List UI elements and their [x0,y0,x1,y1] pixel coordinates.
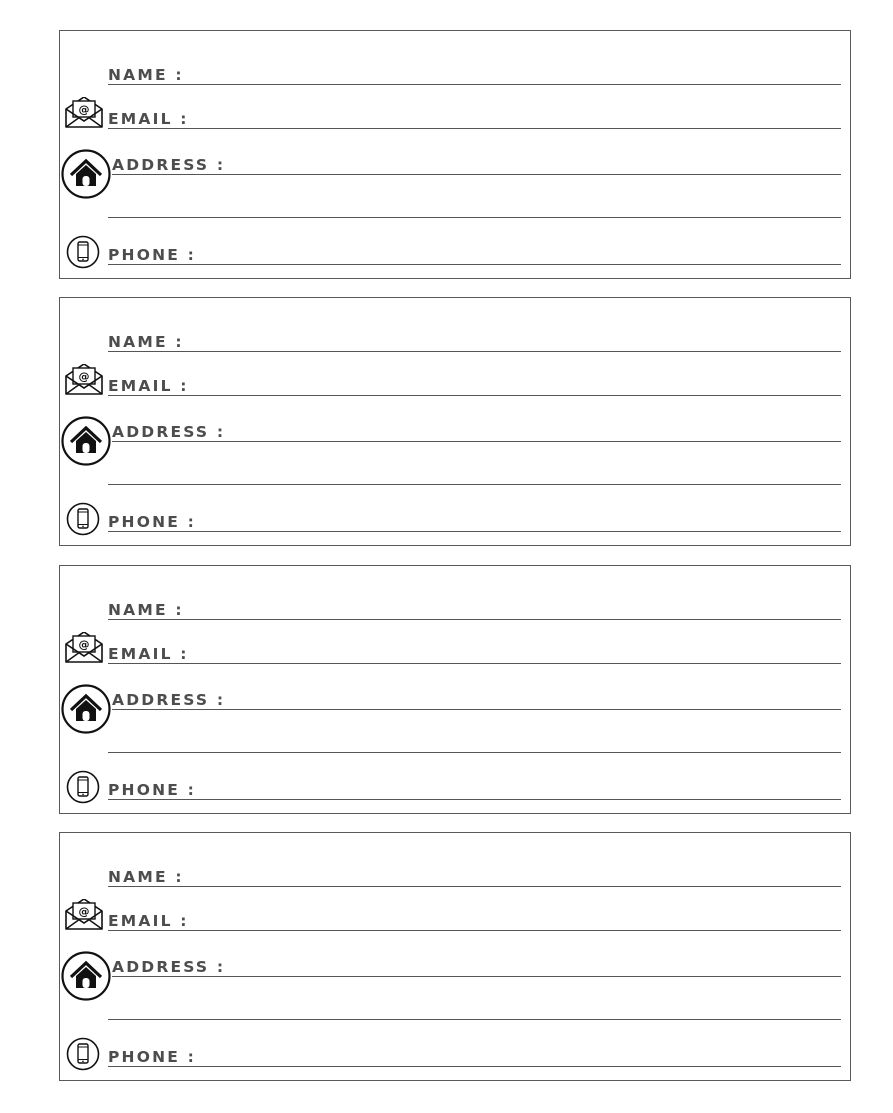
address-label: ADDRESS : [112,422,226,441]
email-field[interactable] [108,633,841,664]
email-field[interactable] [108,365,841,396]
address-card [59,297,851,546]
phone-label: PHONE : [108,245,197,264]
email-label: EMAIL : [108,109,189,128]
email-label: EMAIL : [108,911,189,930]
home-circle-icon [61,149,111,199]
email-label: EMAIL : [108,376,189,395]
home-circle-icon [61,684,111,734]
address-label: ADDRESS : [112,957,226,976]
address-field[interactable] [112,144,841,175]
address-line-2[interactable] [108,484,841,485]
email-label: EMAIL : [108,644,189,663]
name-field[interactable] [108,54,841,85]
envelope-at-icon [64,632,104,664]
envelope-at-icon [64,899,104,931]
name-label: NAME : [108,332,184,351]
phone-field[interactable] [108,234,841,265]
mobile-phone-circle-icon [66,1037,100,1071]
address-field[interactable] [112,679,841,710]
phone-field[interactable] [108,1036,841,1067]
mobile-phone-circle-icon [66,770,100,804]
home-circle-icon [61,951,111,1001]
address-card [59,832,851,1081]
address-line-2[interactable] [108,217,841,218]
svg-text:@: @ [78,103,90,116]
phone-label: PHONE : [108,512,197,531]
home-circle-icon [61,416,111,466]
envelope-at-icon [64,97,104,129]
name-field[interactable] [108,321,841,352]
address-label: ADDRESS : [112,690,226,709]
address-line-2[interactable] [108,752,841,753]
email-field[interactable] [108,98,841,129]
envelope-at-icon [64,364,104,396]
phone-field[interactable] [108,769,841,800]
address-card [59,30,851,279]
name-field[interactable] [108,856,841,887]
name-label: NAME : [108,867,184,886]
phone-label: PHONE : [108,780,197,799]
svg-text:@: @ [78,638,90,651]
address-label: ADDRESS : [112,155,226,174]
phone-label: PHONE : [108,1047,197,1066]
name-label: NAME : [108,600,184,619]
mobile-phone-circle-icon [66,235,100,269]
phone-field[interactable] [108,501,841,532]
name-label: NAME : [108,65,184,84]
address-line-2[interactable] [108,1019,841,1020]
mobile-phone-circle-icon [66,502,100,536]
address-field[interactable] [112,946,841,977]
address-field[interactable] [112,411,841,442]
svg-text:@: @ [78,370,90,383]
address-card [59,565,851,814]
email-field[interactable] [108,900,841,931]
name-field[interactable] [108,589,841,620]
svg-text:@: @ [78,905,90,918]
